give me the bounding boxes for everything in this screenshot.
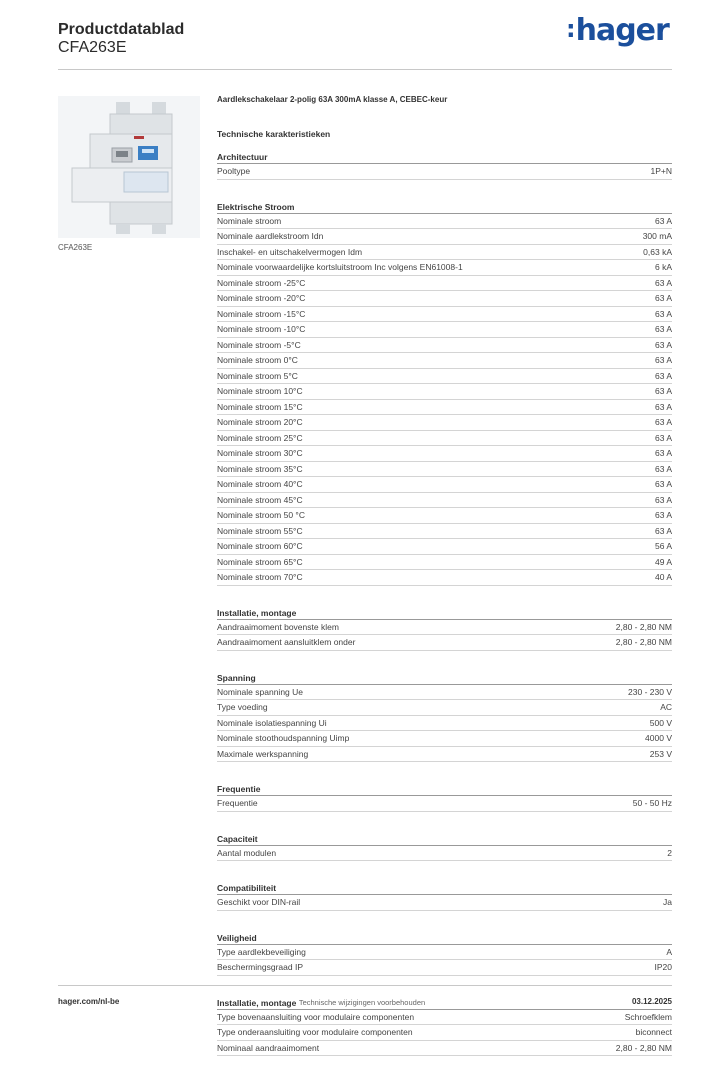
spec-value: biconnect bbox=[636, 1027, 672, 1037]
spec-label: Nominale stroom 30°C bbox=[217, 448, 303, 458]
section-title: Frequentie bbox=[217, 780, 672, 796]
spec-label: Nominale stroom 40°C bbox=[217, 479, 303, 489]
section-title: Spanning bbox=[217, 669, 672, 685]
spec-row bbox=[217, 539, 672, 555]
image-caption: CFA263E bbox=[58, 243, 92, 252]
spec-row bbox=[217, 700, 672, 716]
spec-section bbox=[217, 604, 672, 665]
spec-row bbox=[217, 1025, 672, 1041]
spec-row bbox=[217, 245, 672, 261]
spec-value: 253 V bbox=[650, 749, 672, 759]
spec-label: Type onderaansluiting voor modulaire componenten bbox=[217, 1027, 413, 1037]
spec-label: Aantal modulen bbox=[217, 848, 276, 858]
spec-sections bbox=[217, 148, 672, 1070]
spec-value: 63 A bbox=[655, 324, 672, 334]
spec-row bbox=[217, 895, 672, 911]
spec-row bbox=[217, 846, 672, 862]
product-image bbox=[58, 96, 200, 238]
spec-section bbox=[217, 929, 672, 990]
spec-row bbox=[217, 493, 672, 509]
spec-row bbox=[217, 1041, 672, 1057]
spec-label: Nominale stroom 50 °C bbox=[217, 510, 305, 520]
section-title: Veiligheid bbox=[217, 929, 672, 945]
spec-value: 56 A bbox=[655, 541, 672, 551]
logo-colon-mark: : bbox=[566, 15, 575, 43]
spec-label: Maximale werkspanning bbox=[217, 749, 308, 759]
spec-label: Nominale stroom 5°C bbox=[217, 371, 298, 381]
spec-value: 0,63 kA bbox=[643, 247, 672, 257]
section-title: Installatie, montage bbox=[217, 604, 672, 620]
spec-value: 40 A bbox=[655, 572, 672, 582]
spec-label: Nominale stroom 60°C bbox=[217, 541, 303, 551]
spec-value: 63 A bbox=[655, 355, 672, 365]
spec-label: Nominale voorwaardelijke kortsluitstroom Inc volgens EN61008-1 bbox=[217, 262, 463, 272]
spec-label: Nominale spanning Ue bbox=[217, 687, 303, 697]
spec-row bbox=[217, 164, 672, 180]
spec-value: Schroefklem bbox=[625, 1012, 672, 1022]
spec-row bbox=[217, 260, 672, 276]
spec-content bbox=[217, 95, 672, 1070]
spec-row bbox=[217, 570, 672, 586]
spec-row bbox=[217, 229, 672, 245]
spec-label: Nominale stroom -5°C bbox=[217, 340, 301, 350]
spec-row bbox=[217, 716, 672, 732]
spec-section bbox=[217, 879, 672, 925]
spec-row bbox=[217, 400, 672, 416]
spec-row bbox=[217, 276, 672, 292]
spec-value: 63 A bbox=[655, 216, 672, 226]
spec-label: Beschermingsgraad IP bbox=[217, 962, 303, 972]
logo-text: hager bbox=[576, 13, 669, 48]
spec-value: 2 bbox=[667, 848, 672, 858]
spec-label: Aandraaimoment bovenste klem bbox=[217, 622, 339, 632]
spec-row bbox=[217, 508, 672, 524]
spec-section bbox=[217, 148, 672, 194]
footer-website: hager.com/nl-be bbox=[58, 997, 119, 1006]
spec-value: 230 - 230 V bbox=[628, 687, 672, 697]
spec-label: Nominale stroom -10°C bbox=[217, 324, 305, 334]
spec-row bbox=[217, 731, 672, 747]
spec-value: 50 - 50 Hz bbox=[633, 798, 672, 808]
spec-label: Nominale stroom -15°C bbox=[217, 309, 305, 319]
spec-label: Nominale stroom 0°C bbox=[217, 355, 298, 365]
page-title: Productdatablad bbox=[58, 21, 184, 39]
spec-label: Nominale stroom 65°C bbox=[217, 557, 303, 567]
spec-value: IP20 bbox=[655, 962, 673, 972]
footer-divider bbox=[58, 985, 672, 986]
spec-section bbox=[217, 780, 672, 826]
spec-row bbox=[217, 214, 672, 230]
spec-label: Nominale isolatiespanning Ui bbox=[217, 718, 327, 728]
spec-row bbox=[217, 307, 672, 323]
spec-section bbox=[217, 669, 672, 777]
spec-value: 63 A bbox=[655, 371, 672, 381]
section-title: Installatie, montage bbox=[217, 994, 672, 1010]
spec-row bbox=[217, 960, 672, 976]
spec-value: 2,80 - 2,80 NM bbox=[616, 622, 672, 632]
spec-value: 63 A bbox=[655, 417, 672, 427]
spec-value: 63 A bbox=[655, 433, 672, 443]
spec-label: Inschakel- en uitschakelvermogen Idm bbox=[217, 247, 362, 257]
section-title: Architectuur bbox=[217, 148, 672, 164]
spec-value: 300 mA bbox=[643, 231, 672, 241]
spec-value: 500 V bbox=[650, 718, 672, 728]
spec-section bbox=[217, 830, 672, 876]
spec-row bbox=[217, 384, 672, 400]
spec-value: 63 A bbox=[655, 479, 672, 489]
spec-label: Nominale stroom 45°C bbox=[217, 495, 303, 505]
spec-label: Nominale aardlekstroom Idn bbox=[217, 231, 323, 241]
spec-row bbox=[217, 635, 672, 651]
spec-label: Nominale stroom bbox=[217, 216, 281, 226]
spec-row bbox=[217, 747, 672, 763]
spec-row bbox=[217, 369, 672, 385]
spec-row bbox=[217, 555, 672, 571]
spec-value: 63 A bbox=[655, 464, 672, 474]
spec-label: Nominale stroom -25°C bbox=[217, 278, 305, 288]
spec-value: 1P+N bbox=[651, 166, 673, 176]
spec-row bbox=[217, 415, 672, 431]
spec-label: Nominale stroom 35°C bbox=[217, 464, 303, 474]
spec-value: 63 A bbox=[655, 278, 672, 288]
spec-value: 63 A bbox=[655, 386, 672, 396]
spec-label: Geschikt voor DIN-rail bbox=[217, 897, 300, 907]
spec-value: Ja bbox=[663, 897, 672, 907]
spec-value: 63 A bbox=[655, 526, 672, 536]
spec-row bbox=[217, 685, 672, 701]
spec-section bbox=[217, 198, 672, 600]
spec-value: 63 A bbox=[655, 510, 672, 520]
tech-characteristics-title: Technische karakteristieken bbox=[217, 129, 672, 144]
spec-row bbox=[217, 524, 672, 540]
spec-row bbox=[217, 945, 672, 961]
spec-value: 49 A bbox=[655, 557, 672, 567]
spec-value: 4000 V bbox=[645, 733, 672, 743]
spec-value: 6 kA bbox=[655, 262, 672, 272]
spec-value: 2,80 - 2,80 NM bbox=[616, 1043, 672, 1053]
spec-row bbox=[217, 353, 672, 369]
spec-label: Nominale stroom 25°C bbox=[217, 433, 303, 443]
spec-value: 63 A bbox=[655, 340, 672, 350]
spec-label: Aandraaimoment aansluitklem onder bbox=[217, 637, 355, 647]
product-code: CFA263E bbox=[58, 39, 126, 57]
spec-value: 63 A bbox=[655, 293, 672, 303]
product-description: Aardlekschakelaar 2-polig 63A 300mA klasse A, CEBEC-keur bbox=[217, 95, 672, 109]
footer-disclaimer: Technische wijzigingen voorbehouden bbox=[0, 998, 724, 1007]
spec-label: Pooltype bbox=[217, 166, 250, 176]
spec-label: Nominale stoothoudspanning Uimp bbox=[217, 733, 349, 743]
spec-label: Nominale stroom 55°C bbox=[217, 526, 303, 536]
spec-label: Type voeding bbox=[217, 702, 268, 712]
spec-value: AC bbox=[660, 702, 672, 712]
spec-row bbox=[217, 620, 672, 636]
footer-date: 03.12.2025 bbox=[632, 997, 672, 1006]
hager-logo bbox=[566, 13, 669, 48]
spec-label: Nominale stroom 20°C bbox=[217, 417, 303, 427]
spec-row bbox=[217, 338, 672, 354]
spec-row bbox=[217, 477, 672, 493]
spec-value: 2,80 - 2,80 NM bbox=[616, 637, 672, 647]
spec-value: A bbox=[666, 947, 672, 957]
spec-value: 63 A bbox=[655, 448, 672, 458]
header-divider bbox=[58, 69, 672, 70]
spec-label: Nominale stroom 15°C bbox=[217, 402, 303, 412]
spec-label: Nominale stroom 70°C bbox=[217, 572, 303, 582]
spec-row bbox=[217, 322, 672, 338]
spec-row bbox=[217, 291, 672, 307]
spec-row bbox=[217, 431, 672, 447]
spec-row bbox=[217, 462, 672, 478]
section-title: Compatibiliteit bbox=[217, 879, 672, 895]
spec-label: Nominale stroom -20°C bbox=[217, 293, 305, 303]
spec-label: Frequentie bbox=[217, 798, 258, 808]
spec-value: 63 A bbox=[655, 402, 672, 412]
spec-label: Type aardlekbeveiliging bbox=[217, 947, 306, 957]
spec-value: 63 A bbox=[655, 309, 672, 319]
circuit-breaker-illustration bbox=[58, 96, 200, 238]
spec-row bbox=[217, 1010, 672, 1026]
section-title: Elektrische Stroom bbox=[217, 198, 672, 214]
spec-label: Type bovenaansluiting voor modulaire componenten bbox=[217, 1012, 414, 1022]
spec-label: Nominale stroom 10°C bbox=[217, 386, 303, 396]
spec-row bbox=[217, 796, 672, 812]
spec-label: Nominaal aandraaimoment bbox=[217, 1043, 319, 1053]
spec-value: 63 A bbox=[655, 495, 672, 505]
section-title: Capaciteit bbox=[217, 830, 672, 846]
spec-row bbox=[217, 446, 672, 462]
